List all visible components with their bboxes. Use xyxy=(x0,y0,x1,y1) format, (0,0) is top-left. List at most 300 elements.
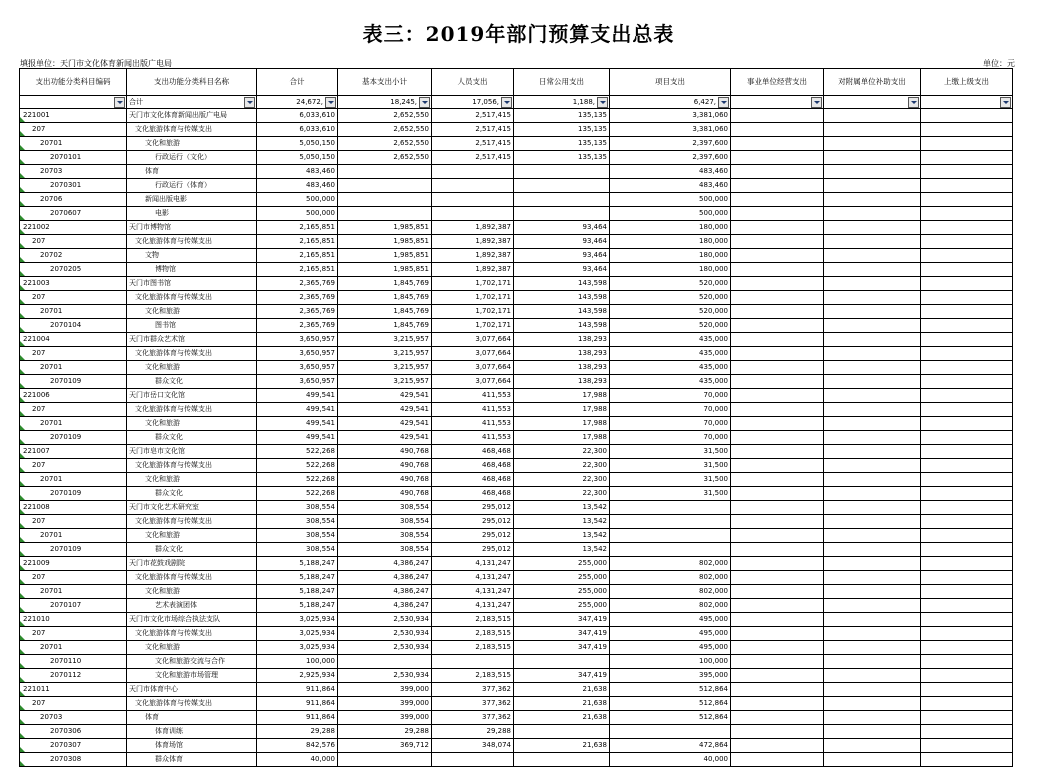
cell-name[interactable]: 行政运行（文化） xyxy=(127,151,257,165)
cell-project[interactable]: 512,864 xyxy=(610,711,731,725)
cell-name[interactable]: 天门市文化体育新闻出版广电局 xyxy=(127,109,257,123)
cell-project[interactable]: 483,460 xyxy=(610,165,731,179)
cell-project[interactable]: 180,000 xyxy=(610,249,731,263)
cell-code[interactable]: 221002 xyxy=(20,221,127,235)
cell-subsidy[interactable] xyxy=(824,725,921,739)
cell-daily[interactable]: 13,542 xyxy=(514,543,610,557)
cell-remit[interactable] xyxy=(921,683,1013,697)
cell-basic[interactable]: 1,845,769 xyxy=(338,305,432,319)
cell-personnel[interactable]: 3,077,664 xyxy=(432,375,514,389)
dropdown-arrow-icon[interactable] xyxy=(419,97,430,108)
cell-project[interactable]: 802,000 xyxy=(610,571,731,585)
cell-code[interactable]: 20701 xyxy=(20,417,127,431)
cell-operating[interactable] xyxy=(731,697,824,711)
cell-code[interactable]: 2070308 xyxy=(20,753,127,767)
cell-daily[interactable]: 255,000 xyxy=(514,557,610,571)
cell-basic[interactable]: 308,554 xyxy=(338,515,432,529)
cell-personnel[interactable]: 4,131,247 xyxy=(432,599,514,613)
cell-personnel[interactable]: 29,288 xyxy=(432,725,514,739)
cell-basic[interactable]: 490,768 xyxy=(338,445,432,459)
cell-name[interactable]: 文物 xyxy=(127,249,257,263)
cell-code[interactable]: 20701 xyxy=(20,473,127,487)
cell-project[interactable]: 180,000 xyxy=(610,263,731,277)
cell-remit[interactable] xyxy=(921,137,1013,151)
cell-code[interactable]: 207 xyxy=(20,459,127,473)
cell-name[interactable]: 新闻出版电影 xyxy=(127,193,257,207)
cell-operating[interactable] xyxy=(731,417,824,431)
cell-personnel[interactable]: 3,077,664 xyxy=(432,361,514,375)
cell-total[interactable]: 2,365,769 xyxy=(257,277,338,291)
cell-personnel[interactable]: 4,131,247 xyxy=(432,557,514,571)
cell-code[interactable]: 2070109 xyxy=(20,487,127,501)
cell-project[interactable] xyxy=(610,725,731,739)
cell-total[interactable]: 308,554 xyxy=(257,515,338,529)
cell-project[interactable] xyxy=(610,543,731,557)
cell-total[interactable]: 3,650,957 xyxy=(257,375,338,389)
cell-basic[interactable]: 490,768 xyxy=(338,473,432,487)
cell-name[interactable]: 文化和旅游 xyxy=(127,529,257,543)
cell-code[interactable]: 207 xyxy=(20,291,127,305)
cell-basic[interactable]: 2,652,550 xyxy=(338,123,432,137)
cell-personnel[interactable]: 468,468 xyxy=(432,487,514,501)
cell-operating[interactable] xyxy=(731,473,824,487)
cell-operating[interactable] xyxy=(731,165,824,179)
cell-project[interactable]: 520,000 xyxy=(610,277,731,291)
cell-operating[interactable] xyxy=(731,137,824,151)
cell-personnel[interactable]: 295,012 xyxy=(432,515,514,529)
cell-code[interactable]: 221004 xyxy=(20,333,127,347)
cell-name[interactable]: 天门市文化艺术研究室 xyxy=(127,501,257,515)
cell-code[interactable]: 207 xyxy=(20,403,127,417)
cell-personnel[interactable]: 411,553 xyxy=(432,403,514,417)
cell-code[interactable]: 2070110 xyxy=(20,655,127,669)
cell-personnel[interactable] xyxy=(432,655,514,669)
cell-basic[interactable]: 429,541 xyxy=(338,417,432,431)
cell-basic[interactable] xyxy=(338,207,432,221)
cell-remit[interactable] xyxy=(921,585,1013,599)
cell-remit[interactable] xyxy=(921,193,1013,207)
cell-basic[interactable]: 1,845,769 xyxy=(338,277,432,291)
cell-operating[interactable] xyxy=(731,669,824,683)
cell-personnel[interactable]: 468,468 xyxy=(432,445,514,459)
cell-subsidy[interactable] xyxy=(824,151,921,165)
dropdown-arrow-icon[interactable] xyxy=(1000,97,1011,108)
cell-daily[interactable]: 17,988 xyxy=(514,389,610,403)
cell-basic[interactable]: 3,215,957 xyxy=(338,333,432,347)
cell-personnel[interactable]: 1,702,171 xyxy=(432,319,514,333)
cell-daily[interactable]: 93,464 xyxy=(514,249,610,263)
cell-daily[interactable]: 17,988 xyxy=(514,417,610,431)
cell-subsidy[interactable] xyxy=(824,739,921,753)
cell-project[interactable]: 70,000 xyxy=(610,403,731,417)
cell-remit[interactable] xyxy=(921,109,1013,123)
cell-daily[interactable]: 143,598 xyxy=(514,305,610,319)
cell-basic[interactable]: 4,386,247 xyxy=(338,585,432,599)
cell-code[interactable]: 2070307 xyxy=(20,739,127,753)
cell-name[interactable]: 天门市群众艺术馆 xyxy=(127,333,257,347)
cell-project[interactable]: 31,500 xyxy=(610,459,731,473)
cell-subsidy[interactable] xyxy=(824,515,921,529)
cell-subsidy[interactable] xyxy=(824,571,921,585)
cell-daily[interactable]: 13,542 xyxy=(514,529,610,543)
cell-remit[interactable] xyxy=(921,543,1013,557)
cell-basic[interactable]: 399,000 xyxy=(338,683,432,697)
cell-total[interactable]: 2,925,934 xyxy=(257,669,338,683)
cell-basic[interactable]: 4,386,247 xyxy=(338,557,432,571)
cell-daily[interactable]: 135,135 xyxy=(514,109,610,123)
cell-code[interactable]: 2070101 xyxy=(20,151,127,165)
cell-daily[interactable]: 255,000 xyxy=(514,599,610,613)
cell-name[interactable]: 天门市图书馆 xyxy=(127,277,257,291)
cell-name[interactable]: 体育 xyxy=(127,711,257,725)
cell-total[interactable]: 2,365,769 xyxy=(257,305,338,319)
cell-remit[interactable] xyxy=(921,319,1013,333)
cell-operating[interactable] xyxy=(731,291,824,305)
cell-subsidy[interactable] xyxy=(824,165,921,179)
cell-basic[interactable]: 308,554 xyxy=(338,543,432,557)
cell-operating[interactable] xyxy=(731,123,824,137)
cell-operating[interactable] xyxy=(731,403,824,417)
cell-name[interactable]: 群众文化 xyxy=(127,487,257,501)
filter-remit[interactable] xyxy=(921,96,1013,109)
cell-remit[interactable] xyxy=(921,557,1013,571)
cell-code[interactable]: 207 xyxy=(20,697,127,711)
cell-project[interactable]: 802,000 xyxy=(610,557,731,571)
cell-remit[interactable] xyxy=(921,165,1013,179)
cell-operating[interactable] xyxy=(731,319,824,333)
cell-personnel[interactable]: 295,012 xyxy=(432,529,514,543)
cell-code[interactable]: 2070109 xyxy=(20,543,127,557)
cell-remit[interactable] xyxy=(921,655,1013,669)
cell-operating[interactable] xyxy=(731,627,824,641)
cell-remit[interactable] xyxy=(921,179,1013,193)
cell-operating[interactable] xyxy=(731,277,824,291)
cell-total[interactable]: 100,000 xyxy=(257,655,338,669)
dropdown-arrow-icon[interactable] xyxy=(244,97,255,108)
cell-total[interactable]: 522,268 xyxy=(257,473,338,487)
cell-daily[interactable]: 21,638 xyxy=(514,711,610,725)
cell-project[interactable]: 512,864 xyxy=(610,697,731,711)
cell-total[interactable]: 483,460 xyxy=(257,179,338,193)
cell-daily[interactable] xyxy=(514,207,610,221)
cell-subsidy[interactable] xyxy=(824,263,921,277)
cell-code[interactable]: 20701 xyxy=(20,361,127,375)
cell-subsidy[interactable] xyxy=(824,221,921,235)
filter-personnel[interactable] xyxy=(432,96,514,109)
cell-basic[interactable]: 308,554 xyxy=(338,529,432,543)
cell-name[interactable]: 文化旅游体育与传媒支出 xyxy=(127,627,257,641)
filter-basic[interactable] xyxy=(338,96,432,109)
cell-operating[interactable] xyxy=(731,263,824,277)
cell-basic[interactable]: 2,530,934 xyxy=(338,669,432,683)
cell-total[interactable]: 499,541 xyxy=(257,389,338,403)
cell-subsidy[interactable] xyxy=(824,669,921,683)
cell-total[interactable]: 499,541 xyxy=(257,403,338,417)
cell-code[interactable]: 221007 xyxy=(20,445,127,459)
dropdown-arrow-icon[interactable] xyxy=(597,97,608,108)
cell-operating[interactable] xyxy=(731,207,824,221)
cell-code[interactable]: 221008 xyxy=(20,501,127,515)
cell-basic[interactable]: 429,541 xyxy=(338,431,432,445)
cell-basic[interactable]: 369,712 xyxy=(338,739,432,753)
cell-daily[interactable] xyxy=(514,725,610,739)
cell-personnel[interactable]: 4,131,247 xyxy=(432,571,514,585)
cell-remit[interactable] xyxy=(921,697,1013,711)
cell-basic[interactable]: 399,000 xyxy=(338,711,432,725)
cell-total[interactable]: 29,288 xyxy=(257,725,338,739)
cell-daily[interactable]: 143,598 xyxy=(514,291,610,305)
cell-project[interactable] xyxy=(610,515,731,529)
cell-project[interactable]: 512,864 xyxy=(610,683,731,697)
cell-remit[interactable] xyxy=(921,501,1013,515)
cell-basic[interactable]: 490,768 xyxy=(338,459,432,473)
cell-code[interactable]: 20703 xyxy=(20,165,127,179)
cell-code[interactable]: 207 xyxy=(20,515,127,529)
cell-total[interactable]: 5,188,247 xyxy=(257,599,338,613)
cell-code[interactable]: 221003 xyxy=(20,277,127,291)
cell-personnel[interactable]: 377,362 xyxy=(432,711,514,725)
cell-remit[interactable] xyxy=(921,277,1013,291)
cell-project[interactable]: 802,000 xyxy=(610,599,731,613)
cell-personnel[interactable]: 2,517,415 xyxy=(432,137,514,151)
cell-personnel[interactable]: 1,702,171 xyxy=(432,305,514,319)
cell-name[interactable]: 群众文化 xyxy=(127,431,257,445)
cell-subsidy[interactable] xyxy=(824,123,921,137)
cell-daily[interactable]: 138,293 xyxy=(514,333,610,347)
cell-code[interactable]: 2070301 xyxy=(20,179,127,193)
cell-remit[interactable] xyxy=(921,249,1013,263)
cell-name[interactable]: 文化旅游体育与传媒支出 xyxy=(127,697,257,711)
cell-basic[interactable] xyxy=(338,193,432,207)
cell-project[interactable]: 435,000 xyxy=(610,375,731,389)
cell-remit[interactable] xyxy=(921,389,1013,403)
cell-subsidy[interactable] xyxy=(824,487,921,501)
cell-project[interactable]: 3,381,060 xyxy=(610,123,731,137)
cell-operating[interactable] xyxy=(731,529,824,543)
cell-code[interactable]: 207 xyxy=(20,347,127,361)
cell-subsidy[interactable] xyxy=(824,599,921,613)
cell-total[interactable]: 3,025,934 xyxy=(257,613,338,627)
cell-daily[interactable]: 135,135 xyxy=(514,151,610,165)
cell-subsidy[interactable] xyxy=(824,319,921,333)
cell-name[interactable]: 天门市体育中心 xyxy=(127,683,257,697)
cell-remit[interactable] xyxy=(921,431,1013,445)
cell-operating[interactable] xyxy=(731,711,824,725)
cell-operating[interactable] xyxy=(731,571,824,585)
cell-total[interactable]: 5,188,247 xyxy=(257,585,338,599)
cell-project[interactable]: 483,460 xyxy=(610,179,731,193)
cell-code[interactable]: 221011 xyxy=(20,683,127,697)
cell-project[interactable] xyxy=(610,529,731,543)
cell-name[interactable]: 文化旅游体育与传媒支出 xyxy=(127,123,257,137)
filter-code[interactable] xyxy=(20,96,127,109)
cell-personnel[interactable]: 468,468 xyxy=(432,473,514,487)
cell-code[interactable]: 221001 xyxy=(20,109,127,123)
cell-daily[interactable]: 22,300 xyxy=(514,459,610,473)
cell-remit[interactable] xyxy=(921,333,1013,347)
cell-project[interactable]: 31,500 xyxy=(610,473,731,487)
cell-name[interactable]: 天门市岳口文化馆 xyxy=(127,389,257,403)
cell-project[interactable]: 3,381,060 xyxy=(610,109,731,123)
cell-name[interactable]: 天门市皂市文化馆 xyxy=(127,445,257,459)
cell-project[interactable]: 500,000 xyxy=(610,207,731,221)
cell-remit[interactable] xyxy=(921,739,1013,753)
cell-remit[interactable] xyxy=(921,151,1013,165)
cell-personnel[interactable]: 295,012 xyxy=(432,543,514,557)
cell-subsidy[interactable] xyxy=(824,109,921,123)
cell-code[interactable]: 20701 xyxy=(20,137,127,151)
cell-code[interactable]: 2070306 xyxy=(20,725,127,739)
cell-remit[interactable] xyxy=(921,753,1013,767)
cell-subsidy[interactable] xyxy=(824,641,921,655)
cell-personnel[interactable]: 1,892,387 xyxy=(432,235,514,249)
cell-name[interactable]: 文化和旅游 xyxy=(127,585,257,599)
cell-operating[interactable] xyxy=(731,515,824,529)
cell-name[interactable]: 体育训练 xyxy=(127,725,257,739)
cell-name[interactable]: 电影 xyxy=(127,207,257,221)
cell-name[interactable]: 行政运行（体育） xyxy=(127,179,257,193)
cell-personnel[interactable] xyxy=(432,753,514,767)
cell-total[interactable]: 499,541 xyxy=(257,417,338,431)
cell-remit[interactable] xyxy=(921,235,1013,249)
dropdown-arrow-icon[interactable] xyxy=(325,97,336,108)
cell-name[interactable]: 文化和旅游 xyxy=(127,137,257,151)
cell-name[interactable]: 群众文化 xyxy=(127,375,257,389)
cell-name[interactable]: 艺术表演团体 xyxy=(127,599,257,613)
cell-total[interactable]: 2,365,769 xyxy=(257,291,338,305)
cell-basic[interactable]: 2,652,550 xyxy=(338,137,432,151)
cell-code[interactable]: 207 xyxy=(20,627,127,641)
cell-daily[interactable]: 255,000 xyxy=(514,585,610,599)
cell-personnel[interactable]: 411,553 xyxy=(432,417,514,431)
cell-basic[interactable]: 4,386,247 xyxy=(338,571,432,585)
cell-code[interactable]: 20701 xyxy=(20,585,127,599)
cell-personnel[interactable]: 348,074 xyxy=(432,739,514,753)
cell-total[interactable]: 911,864 xyxy=(257,697,338,711)
cell-operating[interactable] xyxy=(731,739,824,753)
cell-subsidy[interactable] xyxy=(824,361,921,375)
cell-personnel[interactable]: 2,183,515 xyxy=(432,641,514,655)
cell-daily[interactable]: 22,300 xyxy=(514,445,610,459)
cell-operating[interactable] xyxy=(731,459,824,473)
cell-remit[interactable] xyxy=(921,529,1013,543)
cell-remit[interactable] xyxy=(921,725,1013,739)
cell-personnel[interactable]: 2,183,515 xyxy=(432,627,514,641)
cell-basic[interactable] xyxy=(338,165,432,179)
cell-daily[interactable]: 22,300 xyxy=(514,487,610,501)
cell-total[interactable]: 5,188,247 xyxy=(257,571,338,585)
cell-personnel[interactable]: 377,362 xyxy=(432,683,514,697)
cell-project[interactable]: 180,000 xyxy=(610,221,731,235)
cell-code[interactable]: 20702 xyxy=(20,249,127,263)
cell-basic[interactable]: 1,845,769 xyxy=(338,291,432,305)
cell-operating[interactable] xyxy=(731,725,824,739)
cell-daily[interactable]: 13,542 xyxy=(514,501,610,515)
cell-name[interactable]: 体育 xyxy=(127,165,257,179)
cell-project[interactable]: 520,000 xyxy=(610,319,731,333)
cell-total[interactable]: 500,000 xyxy=(257,193,338,207)
cell-code[interactable]: 207 xyxy=(20,571,127,585)
cell-remit[interactable] xyxy=(921,571,1013,585)
cell-basic[interactable]: 399,000 xyxy=(338,697,432,711)
cell-operating[interactable] xyxy=(731,613,824,627)
cell-operating[interactable] xyxy=(731,655,824,669)
cell-personnel[interactable] xyxy=(432,193,514,207)
cell-daily[interactable]: 22,300 xyxy=(514,473,610,487)
cell-name[interactable]: 文化和旅游交流与合作 xyxy=(127,655,257,669)
cell-code[interactable]: 2070112 xyxy=(20,669,127,683)
cell-project[interactable]: 802,000 xyxy=(610,585,731,599)
cell-daily[interactable]: 255,000 xyxy=(514,571,610,585)
cell-subsidy[interactable] xyxy=(824,277,921,291)
cell-subsidy[interactable] xyxy=(824,543,921,557)
cell-project[interactable]: 2,397,600 xyxy=(610,151,731,165)
cell-project[interactable]: 180,000 xyxy=(610,235,731,249)
cell-subsidy[interactable] xyxy=(824,417,921,431)
cell-total[interactable]: 3,650,957 xyxy=(257,347,338,361)
cell-total[interactable]: 911,864 xyxy=(257,683,338,697)
cell-operating[interactable] xyxy=(731,389,824,403)
cell-code[interactable]: 2070104 xyxy=(20,319,127,333)
cell-total[interactable]: 2,165,851 xyxy=(257,263,338,277)
cell-project[interactable]: 495,000 xyxy=(610,641,731,655)
cell-total[interactable]: 911,864 xyxy=(257,711,338,725)
cell-operating[interactable] xyxy=(731,347,824,361)
cell-name[interactable]: 文化旅游体育与传媒支出 xyxy=(127,571,257,585)
cell-name[interactable]: 文化旅游体育与传媒支出 xyxy=(127,291,257,305)
cell-project[interactable]: 500,000 xyxy=(610,193,731,207)
cell-subsidy[interactable] xyxy=(824,347,921,361)
cell-basic[interactable]: 2,530,934 xyxy=(338,627,432,641)
cell-code[interactable]: 207 xyxy=(20,123,127,137)
cell-remit[interactable] xyxy=(921,417,1013,431)
cell-operating[interactable] xyxy=(731,557,824,571)
cell-basic[interactable]: 2,652,550 xyxy=(338,151,432,165)
cell-daily[interactable]: 93,464 xyxy=(514,221,610,235)
cell-operating[interactable] xyxy=(731,445,824,459)
cell-remit[interactable] xyxy=(921,487,1013,501)
cell-total[interactable]: 2,165,851 xyxy=(257,221,338,235)
cell-daily[interactable]: 21,638 xyxy=(514,697,610,711)
cell-operating[interactable] xyxy=(731,179,824,193)
cell-project[interactable]: 40,000 xyxy=(610,753,731,767)
cell-name[interactable]: 文化旅游体育与传媒支出 xyxy=(127,347,257,361)
cell-subsidy[interactable] xyxy=(824,445,921,459)
cell-total[interactable]: 3,650,957 xyxy=(257,361,338,375)
cell-code[interactable]: 20701 xyxy=(20,641,127,655)
cell-name[interactable]: 文化旅游体育与传媒支出 xyxy=(127,459,257,473)
cell-project[interactable]: 495,000 xyxy=(610,613,731,627)
cell-project[interactable]: 472,864 xyxy=(610,739,731,753)
cell-personnel[interactable]: 2,183,515 xyxy=(432,669,514,683)
cell-daily[interactable]: 347,419 xyxy=(514,641,610,655)
cell-total[interactable]: 522,268 xyxy=(257,487,338,501)
cell-basic[interactable] xyxy=(338,655,432,669)
cell-remit[interactable] xyxy=(921,263,1013,277)
cell-remit[interactable] xyxy=(921,711,1013,725)
cell-name[interactable]: 文化旅游体育与传媒支出 xyxy=(127,403,257,417)
cell-personnel[interactable] xyxy=(432,165,514,179)
cell-total[interactable]: 5,050,150 xyxy=(257,137,338,151)
cell-total[interactable]: 40,000 xyxy=(257,753,338,767)
cell-operating[interactable] xyxy=(731,333,824,347)
cell-operating[interactable] xyxy=(731,431,824,445)
cell-name[interactable]: 天门市博物馆 xyxy=(127,221,257,235)
cell-personnel[interactable] xyxy=(432,207,514,221)
cell-daily[interactable] xyxy=(514,193,610,207)
cell-name[interactable]: 文化和旅游 xyxy=(127,473,257,487)
cell-personnel[interactable]: 295,012 xyxy=(432,501,514,515)
